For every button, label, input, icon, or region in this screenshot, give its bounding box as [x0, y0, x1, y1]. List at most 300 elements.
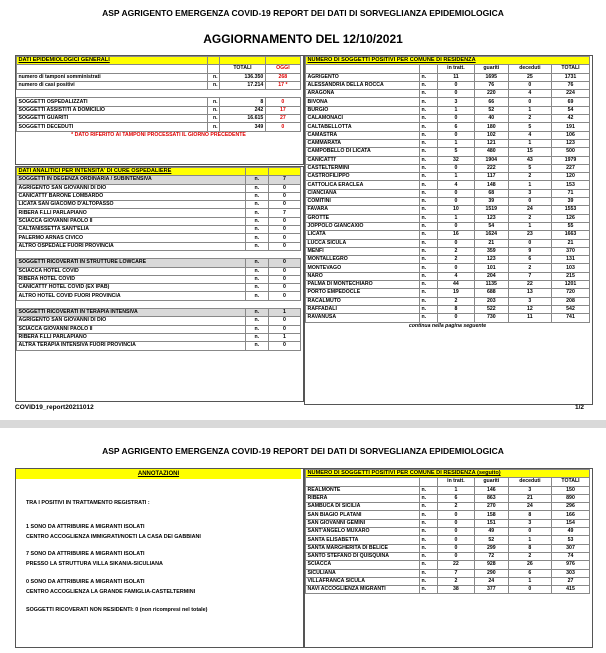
table-row: [306, 256, 590, 264]
table-cell: 1: [438, 486, 475, 494]
table-cell: TOTALI: [220, 65, 266, 73]
table-cell: 123: [552, 139, 590, 147]
table-cell: SANTA MARGHERITA DI BELICE: [306, 544, 420, 552]
table-cell: SCIACCA: [306, 561, 420, 569]
table-cell: n.: [420, 544, 438, 552]
report-page-2: [0, 428, 606, 653]
table-cell: 3: [508, 189, 551, 197]
table-cell: RIBERA: [306, 494, 420, 502]
footer-filename: COVID19_report20211012: [15, 404, 94, 411]
table-cell: n.: [245, 309, 268, 317]
table-row: [306, 322, 590, 330]
table-row: [306, 289, 590, 297]
table-cell: RAFFADALI: [306, 305, 420, 313]
table-cell: 0: [268, 275, 300, 283]
table-cell: NUMERO DI SOGGETTI POSITIVI PER COMUNE DI RESIDENZA: [306, 57, 590, 65]
table-cell: n.: [420, 586, 438, 594]
table-cell: 222: [474, 164, 508, 172]
table-cell: 0: [438, 131, 475, 139]
table-cell: n.: [420, 289, 438, 297]
table-row: [17, 65, 301, 73]
table-cell: numero di casi positivi: [17, 81, 208, 89]
table-cell: [17, 90, 208, 98]
table-cell: n.: [420, 486, 438, 494]
table-cell: [420, 478, 438, 486]
table-cell: AGRIGENTO SAN GIOVANNI DI DIO: [17, 184, 246, 192]
table-cell: n.: [245, 292, 268, 300]
comuni-table: [305, 56, 590, 330]
table-cell: n.: [420, 131, 438, 139]
table-cell: n.: [245, 234, 268, 242]
table-cell: MONTEVAGO: [306, 264, 420, 272]
table-cell: 5: [508, 164, 551, 172]
table-cell: n.: [420, 536, 438, 544]
table-cell: AGRIGENTO SAN GIOVANNI DI DIO: [17, 317, 246, 325]
table-cell: 1: [508, 222, 551, 230]
table-cell: [220, 57, 266, 65]
table-cell: n.: [420, 164, 438, 172]
table-cell: [306, 478, 420, 486]
table-cell: 10: [438, 206, 475, 214]
table-row: [17, 168, 301, 176]
table-cell: 1: [508, 181, 551, 189]
table-cell: deceduti: [508, 478, 551, 486]
table-cell: 7: [438, 569, 475, 577]
table-row: [306, 181, 590, 189]
table-cell: 415: [552, 586, 590, 594]
table-cell: n.: [245, 317, 268, 325]
table-row: [306, 239, 590, 247]
table-cell: TOTALI: [552, 65, 590, 73]
table-cell: 522: [474, 305, 508, 313]
table-cell: n.: [245, 259, 268, 267]
table-row: [17, 284, 301, 292]
table-cell: SICULIANA: [306, 569, 420, 577]
table-cell: 55: [552, 222, 590, 230]
table-cell: 1624: [474, 231, 508, 239]
table-cell: n.: [245, 176, 268, 184]
table-cell: 72: [474, 552, 508, 560]
table-cell: NARO: [306, 272, 420, 280]
table-row: [17, 275, 301, 283]
table-cell: n.: [420, 247, 438, 255]
table-row: [306, 231, 590, 239]
table-cell: 120: [552, 173, 590, 181]
table-cell: ALTRA TERAPIA INTENSIVA FUORI PROVINCIA: [17, 342, 246, 350]
table-cell: [268, 300, 300, 308]
table-cell: 21: [508, 494, 551, 502]
table-cell: 0: [438, 511, 475, 519]
table-cell: 71: [552, 189, 590, 197]
table-cell: n.: [245, 209, 268, 217]
table-row: [306, 214, 590, 222]
table-cell: n.: [420, 198, 438, 206]
table-cell: 126: [552, 214, 590, 222]
table-cell: n.: [420, 314, 438, 322]
table-row: [17, 98, 301, 106]
table-cell: 242: [220, 106, 266, 114]
table-cell: SOGGETTI GUARITI: [17, 115, 208, 123]
table-cell: n.: [420, 272, 438, 280]
table-cell: [268, 168, 300, 176]
table-cell: [245, 250, 268, 258]
table-cell: 180: [474, 123, 508, 131]
table-cell: 377: [474, 586, 508, 594]
table-cell: 24: [508, 503, 551, 511]
table-cell: 0: [268, 226, 300, 234]
table-cell: [207, 65, 219, 73]
table-row: [17, 309, 301, 317]
table-cell: SOGGETTI IN DEGENZA ORDINARIA / SUBINTENSIVA: [17, 176, 246, 184]
table-cell: SOGGETTI OSPEDALIZZATI: [17, 98, 208, 106]
table-cell: CAMMARATA: [306, 139, 420, 147]
table-cell: 0: [438, 314, 475, 322]
table-cell: 0: [438, 528, 475, 536]
table-row: [306, 519, 590, 527]
table-cell: SOGGETTI RICOVERATI IN STRUTTURE LOWCARE: [17, 259, 246, 267]
table-cell: 5: [508, 123, 551, 131]
report-header: ASP AGRIGENTO EMERGENZA COVID-19 REPORT DEI DATI DI SORVEGLIANZA EPIDEMIOLOGICA: [102, 8, 504, 18]
table-cell: 39: [474, 198, 508, 206]
table-cell: 16.615: [220, 115, 266, 123]
table-cell: n.: [420, 73, 438, 81]
table-cell: n.: [420, 123, 438, 131]
table-row: [17, 176, 301, 184]
table-cell: CANICATTI' HOTEL COVID (EX IPAB): [17, 284, 246, 292]
report-header-2: ASP AGRIGENTO EMERGENZA COVID-19 REPORT DEI DATI DI SORVEGLIANZA EPIDEMIOLOGICA: [102, 446, 504, 456]
table-cell: n.: [420, 256, 438, 264]
table-row: [306, 552, 590, 560]
table-cell: 0: [265, 98, 300, 106]
table-cell: continua nella pagina seguente: [408, 322, 487, 329]
table-cell: 15: [508, 148, 551, 156]
table-cell: n.: [207, 73, 219, 81]
table-cell: n.: [420, 503, 438, 511]
table-cell: 3: [508, 486, 551, 494]
table-cell: 1519: [474, 206, 508, 214]
table-cell: [17, 65, 208, 73]
table-cell: n.: [245, 217, 268, 225]
table-cell: 0: [268, 342, 300, 350]
table-cell: 16: [438, 231, 475, 239]
table-cell: 2: [438, 256, 475, 264]
table-row: [306, 486, 590, 494]
table-cell: 8: [508, 544, 551, 552]
table-cell: LICATA: [306, 231, 420, 239]
table-cell: [17, 300, 246, 308]
table-cell: [420, 65, 438, 73]
annotation-line: CENTRO ACCOGLIENZA IMMIGRATI/NOETI LA CASA DEI GABBIANI: [26, 534, 201, 540]
table-cell: 5: [438, 148, 475, 156]
table-row: [17, 317, 301, 325]
table-cell: n.: [245, 325, 268, 333]
table-row: [17, 131, 301, 139]
table-cell: 0: [268, 217, 300, 225]
table-cell: 1: [268, 309, 300, 317]
table-cell: 24: [474, 577, 508, 585]
table-row: [17, 226, 301, 234]
table-cell: n.: [420, 222, 438, 230]
table-cell: 146: [474, 486, 508, 494]
table-cell: n.: [420, 511, 438, 519]
table-cell: 32: [438, 156, 475, 164]
table-cell: 19: [438, 289, 475, 297]
table-cell: 4: [508, 131, 551, 139]
table-cell: 54: [474, 222, 508, 230]
table-row: [17, 250, 301, 258]
table-row: [17, 234, 301, 242]
annotations-title: ANNOTAZIONI: [16, 469, 301, 479]
table-row: [306, 272, 590, 280]
table-cell: 480: [474, 148, 508, 156]
table-cell: n.: [420, 239, 438, 247]
table-cell: 27: [265, 115, 300, 123]
table-cell: 25: [508, 73, 551, 81]
table-cell: 204: [474, 272, 508, 280]
table-cell: 0: [265, 123, 300, 131]
table-cell: 0: [438, 519, 475, 527]
table-cell: 23: [508, 231, 551, 239]
table-cell: guariti: [474, 65, 508, 73]
table-cell: 27: [552, 577, 590, 585]
table-row: [306, 478, 590, 486]
table-row: [17, 106, 301, 114]
table-cell: 0: [438, 115, 475, 123]
table-row: [306, 544, 590, 552]
table-cell: 730: [474, 314, 508, 322]
table-cell: 1663: [552, 231, 590, 239]
table-cell: 191: [552, 123, 590, 131]
table-row: [17, 217, 301, 225]
table-cell: 17: [265, 106, 300, 114]
table-row: [306, 65, 590, 73]
table-cell: RIBERA HOTEL COVID: [17, 275, 246, 283]
table-cell: 2: [508, 115, 551, 123]
table-cell: 0: [438, 198, 475, 206]
table-cell: n.: [245, 267, 268, 275]
table-cell: n.: [207, 98, 219, 106]
table-cell: SANTA ELISABETTA: [306, 536, 420, 544]
table-cell: DATI ANALITICI PER INTENSITA' DI CURE OSPEDALIERE: [17, 168, 246, 176]
table-cell: n.: [420, 90, 438, 98]
table-cell: 0: [438, 536, 475, 544]
table-cell: 0: [508, 81, 551, 89]
table-cell: n.: [420, 528, 438, 536]
table-row: [306, 264, 590, 272]
table-cell: n.: [420, 156, 438, 164]
table-cell: n.: [420, 561, 438, 569]
table-cell: ALTRO OSPEDALE FUORI PROVINCIA: [17, 242, 246, 250]
table-cell: CATTOLICA ERACLEA: [306, 181, 420, 189]
table-cell: 17.214: [220, 81, 266, 89]
table-cell: [265, 57, 300, 65]
table-cell: 4: [508, 90, 551, 98]
table-row: [306, 561, 590, 569]
table-cell: BURGIO: [306, 106, 420, 114]
general-table: [16, 56, 301, 139]
table-row: [306, 98, 590, 106]
table-row: [306, 305, 590, 313]
table-cell: CALTABELLOTTA: [306, 123, 420, 131]
table-cell: 0: [268, 284, 300, 292]
table-cell: MENFI: [306, 247, 420, 255]
table-cell: 0: [438, 164, 475, 172]
table-row: [306, 281, 590, 289]
table-cell: 7: [508, 272, 551, 280]
comuni-cont-table: [305, 469, 590, 594]
table-cell: 0: [438, 552, 475, 560]
table-cell: 2: [438, 577, 475, 585]
table-cell: 500: [552, 148, 590, 156]
table-cell: in tratt.: [438, 65, 475, 73]
table-cell: CANICATTI': [306, 156, 420, 164]
table-cell: 8: [438, 305, 475, 313]
table-cell: OGGI: [265, 65, 300, 73]
table-cell: n.: [420, 231, 438, 239]
table-cell: n.: [420, 189, 438, 197]
table-row: [17, 325, 301, 333]
table-cell: PALERMO ARNAS CIVICO: [17, 234, 246, 242]
table-cell: 0: [438, 264, 475, 272]
table-cell: n.: [420, 98, 438, 106]
table-cell: 2: [508, 173, 551, 181]
table-cell: n.: [420, 214, 438, 222]
table-row: [306, 115, 590, 123]
table-row: [17, 242, 301, 250]
table-cell: 166: [552, 511, 590, 519]
table-row: [306, 123, 590, 131]
table-cell: n.: [245, 333, 268, 341]
table-cell: numero di tamponi somministrati: [17, 73, 208, 81]
table-row: [306, 470, 590, 478]
table-cell: SANT'ANGELO MUXARO: [306, 528, 420, 536]
table-cell: 0: [268, 292, 300, 300]
table-cell: n.: [420, 115, 438, 123]
table-cell: 0: [508, 98, 551, 106]
annotation-line: 1 SONO DA ATTRIBUIRE A MIGRANTI ISOLATI: [26, 524, 145, 530]
table-cell: 9: [508, 247, 551, 255]
table-cell: VILLAFRANCA SICULA: [306, 577, 420, 585]
table-row: [17, 259, 301, 267]
table-cell: 7: [268, 176, 300, 184]
annotation-line: 7 SONO DA ATTRIBUIRE A MIGRANTI ISOLATI: [26, 551, 145, 557]
table-cell: 359: [474, 247, 508, 255]
table-cell: 2: [438, 297, 475, 305]
table-cell: SCIACCA HOTEL COVID: [17, 267, 246, 275]
table-cell: * DATO RIFERITO AI TAMPONI PROCESSATI IL GIORNO PRECEDENTE: [71, 131, 246, 138]
table-row: [306, 494, 590, 502]
table-row: [306, 511, 590, 519]
table-cell: 7: [268, 209, 300, 217]
table-cell: 49: [552, 528, 590, 536]
table-row: [17, 201, 301, 209]
table-cell: 121: [474, 139, 508, 147]
table-row: [306, 73, 590, 81]
table-cell: 1: [438, 139, 475, 147]
table-cell: NAVI ACCOGLIENZA MIGRANTI: [306, 586, 420, 594]
table-cell: n.: [420, 81, 438, 89]
table-cell: n.: [420, 281, 438, 289]
table-cell: SAMBUCA DI SICILIA: [306, 503, 420, 511]
table-cell: 1: [438, 173, 475, 181]
table-cell: 1: [508, 577, 551, 585]
table-cell: 44: [438, 281, 475, 289]
table-cell: 6: [508, 256, 551, 264]
table-cell: 3: [508, 297, 551, 305]
annotation-line: CENTRO ACCOGLIENZA LA GRANDE FAMIGLIA-CASTELTERMINI: [26, 589, 196, 595]
table-cell: 158: [474, 511, 508, 519]
table-cell: n.: [207, 115, 219, 123]
table-cell: 1979: [552, 156, 590, 164]
table-cell: guariti: [474, 478, 508, 486]
table-cell: 1553: [552, 206, 590, 214]
table-cell: n.: [207, 123, 219, 131]
table-cell: 38: [438, 586, 475, 594]
table-cell: ALTRO HOTEL COVID FUORI PROVINCIA: [17, 292, 246, 300]
table-row: [306, 90, 590, 98]
table-cell: 6: [438, 494, 475, 502]
table-row: [17, 267, 301, 275]
table-row: [17, 123, 301, 131]
table-cell: 69: [552, 98, 590, 106]
table-cell: 39: [552, 198, 590, 206]
table-cell: 26: [508, 561, 551, 569]
table-cell: 123: [474, 256, 508, 264]
table-cell: 43: [508, 156, 551, 164]
table-row: [17, 115, 301, 123]
table-cell: 2: [438, 247, 475, 255]
table-cell: 1201: [552, 281, 590, 289]
table-cell: 890: [552, 494, 590, 502]
table-row: [306, 131, 590, 139]
table-row: [306, 222, 590, 230]
table-cell: PORTO EMPEDOCLE: [306, 289, 420, 297]
table-cell: 4: [438, 272, 475, 280]
table-cell: 1: [508, 139, 551, 147]
table-cell: BIVONA: [306, 98, 420, 106]
table-row: [306, 81, 590, 89]
table-cell: 12: [508, 305, 551, 313]
table-cell: [265, 90, 300, 98]
table-cell: 3: [438, 98, 475, 106]
table-row: [17, 90, 301, 98]
table-cell: n.: [245, 184, 268, 192]
table-cell: SAN BIAGIO PLATANI: [306, 511, 420, 519]
table-cell: 0: [268, 184, 300, 192]
table-cell: 117: [474, 173, 508, 181]
table-cell: 2: [438, 503, 475, 511]
table-cell: 66: [474, 98, 508, 106]
table-row: [306, 503, 590, 511]
table-row: [17, 333, 301, 341]
table-cell: [207, 90, 219, 98]
table-cell: 215: [552, 272, 590, 280]
table-cell: 0: [268, 317, 300, 325]
table-row: [306, 297, 590, 305]
table-cell: SCIACCA GIOVANNI PAOLO II: [17, 325, 246, 333]
table-cell: [245, 168, 268, 176]
table-cell: RACALMUTO: [306, 297, 420, 305]
table-cell: 22: [438, 561, 475, 569]
table-cell: CAMPOBELLO DI LICATA: [306, 148, 420, 156]
table-cell: CAMASTRA: [306, 131, 420, 139]
table-row: [306, 536, 590, 544]
table-row: [306, 148, 590, 156]
table-cell: CALAMONACI: [306, 115, 420, 123]
table-row: [17, 342, 301, 350]
table-cell: 0: [268, 201, 300, 209]
table-cell: 17 *: [265, 81, 300, 89]
